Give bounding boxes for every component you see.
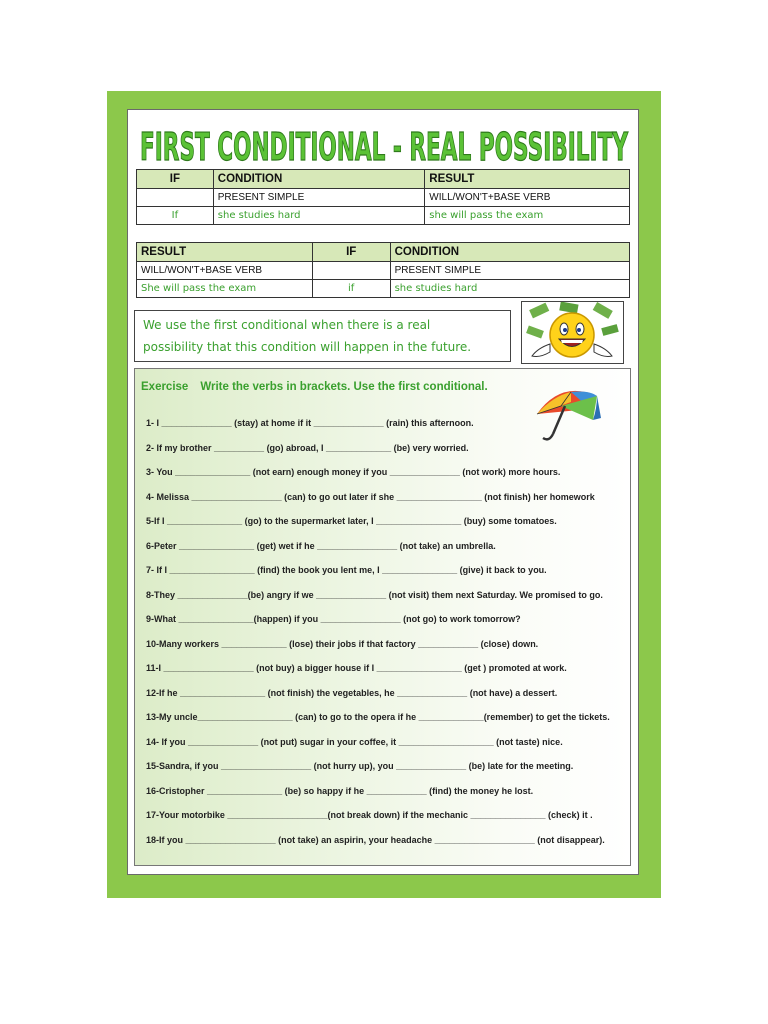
example-cell-if: if [312, 280, 390, 298]
exercise-item: 10-Many workers _____________ (lose) their jobs if that factory ____________ (close) down. [146, 638, 539, 649]
header-condition: CONDITION [213, 170, 425, 189]
rule-note [134, 310, 511, 362]
header-result: RESULT [137, 243, 313, 262]
table-header-row [137, 243, 630, 262]
smiley-money-icon [522, 302, 623, 363]
exercise-item: 13-My uncle___________________ (can) to go to the opera if he _____________(remember) to get the tickets. [146, 712, 610, 722]
form-cell-if [312, 262, 390, 280]
exercise-item: 16-Cristopher _______________ (be) so happy if he ____________ (find) the money he lost. [146, 785, 534, 796]
form-cell-result: WILL/WON'T+BASE VERB [425, 189, 630, 207]
title-text: FIRST CONDITIONAL - REAL POSSIBILITY [140, 125, 629, 169]
exercise-panel [134, 368, 631, 866]
exercise-item: 7- If I _________________ (find) the book you lent me, I _______________ (give) it back to you. [146, 565, 547, 575]
table-form-row [137, 262, 630, 280]
exercise-heading [141, 381, 488, 393]
header-result: RESULT [425, 170, 630, 189]
example-cell-condition: she studies hard [390, 280, 629, 298]
exercise-item: 8-They ______________(be) angry if we ______________ (not visit) them next Saturday. We promised to go. [146, 589, 603, 600]
example-cell-condition: she studies hard [213, 207, 425, 225]
exercise-item: 9-What _______________(happen) if you ________________ (not go) to work tomorrow? [146, 614, 521, 624]
table-example-row [137, 207, 630, 225]
form-cell-result: WILL/WON'T+BASE VERB [137, 262, 313, 280]
exercise-item: 5-If I _______________ (go) to the supermarket later, I _________________ (buy) some tomatoes. [146, 516, 557, 526]
smiley-clipart [521, 301, 624, 364]
exercise-item: 2- If my brother __________ (go) abroad, I _____________ (be) very worried. [146, 442, 469, 453]
exercise-instruction: Write the verbs in brackets. Use the first conditional. [200, 381, 488, 393]
header-if: IF [312, 243, 390, 262]
exercise-item: 11-I __________________ (not buy) a bigger house if I _________________ (get ) promoted at work. [146, 663, 567, 673]
structure-table-if-first [136, 169, 630, 225]
exercise-item: 18-If you __________________ (not take) an aspirin, your headache ____________________ (not disappear). [146, 834, 605, 845]
exercise-label: Exercise [141, 381, 189, 393]
structure-table-result-first [136, 242, 630, 298]
exercise-item: 15-Sandra, if you __________________ (not hurry up), you ______________ (be) late for the meeting. [146, 761, 574, 771]
table-example-row [137, 280, 630, 298]
example-cell-result: she will pass the exam [425, 207, 630, 225]
exercise-item: 3- You _______________ (not earn) enough money if you ______________ (not work) more hours. [146, 467, 561, 477]
example-cell-result: She will pass the exam [137, 280, 313, 298]
form-cell-if [137, 189, 214, 207]
header-if: IF [137, 170, 214, 189]
exercise-item: 4- Melissa __________________ (can) to go out later if she _________________ (not finish) her homework [146, 491, 595, 502]
rule-note-line: We use the first conditional when there is a real [143, 318, 431, 332]
form-cell-condition: PRESENT SIMPLE [213, 189, 425, 207]
exercise-item: 1- I ______________ (stay) at home if it ______________ (rain) this afternoon. [146, 418, 474, 428]
exercise-item: 6-Peter _______________ (get) wet if he ________________ (not take) an umbrella. [146, 540, 496, 551]
exercise-item: 14- If you ______________ (not put) sugar in your coffee, it ___________________ (not taste) nice. [146, 736, 563, 747]
exercise-items [146, 417, 610, 858]
worksheet-title [138, 116, 630, 172]
rule-note-line: possibility that this condition will happen in the future. [143, 340, 472, 354]
table-form-row [137, 189, 630, 207]
exercise-item: 17-Your motorbike ____________________(not break down) if the mechanic _______________ (check) it . [146, 810, 593, 820]
example-cell-if: If [137, 207, 214, 225]
table-header-row [137, 170, 630, 189]
header-condition: CONDITION [390, 243, 629, 262]
exercise-item: 12-If he _________________ (not finish) the vegetables, he ______________ (not have) a dessert. [146, 687, 558, 698]
form-cell-condition: PRESENT SIMPLE [390, 262, 629, 280]
